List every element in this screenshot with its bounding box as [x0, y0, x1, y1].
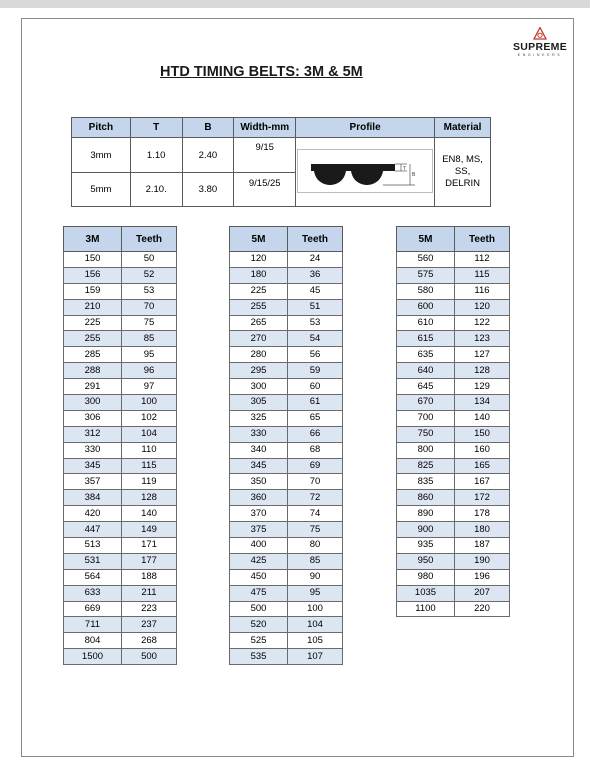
table-row [230, 331, 343, 347]
teeth-count-cell: 24 [288, 252, 343, 268]
spec-table [71, 117, 491, 207]
logo-tagline: ENGINEERS [517, 53, 563, 57]
table-row [397, 267, 510, 283]
teeth-count-cell: 128 [455, 363, 510, 379]
belt-length-cell: 357 [64, 474, 122, 490]
belt-length-cell: 285 [64, 347, 122, 363]
column-header-teeth: Teeth [122, 227, 177, 252]
belt-length-cell: 645 [397, 379, 455, 395]
teeth-count-cell: 167 [455, 474, 510, 490]
belt-length-cell: 800 [397, 442, 455, 458]
table-row [64, 426, 177, 442]
teeth-count-cell: 74 [288, 506, 343, 522]
belt-length-cell: 513 [64, 538, 122, 554]
table-row [397, 506, 510, 522]
belt-length-cell: 420 [64, 506, 122, 522]
table-row [230, 617, 343, 633]
teeth-count-cell: 500 [122, 649, 177, 665]
table-row [397, 426, 510, 442]
teeth-count-cell: 122 [455, 315, 510, 331]
teeth-count-cell: 53 [288, 315, 343, 331]
table-row [230, 252, 343, 268]
table-row [64, 633, 177, 649]
belt-length-cell: 345 [230, 458, 288, 474]
belt-table-5m-a [229, 226, 343, 665]
teeth-count-cell: 70 [122, 299, 177, 315]
belt-length-cell: 520 [230, 617, 288, 633]
table-row [64, 347, 177, 363]
belt-length-cell: 300 [64, 395, 122, 411]
table-row [230, 569, 343, 585]
table-row [230, 490, 343, 506]
belt-length-cell: 120 [230, 252, 288, 268]
table-row [230, 474, 343, 490]
belt-length-cell: 900 [397, 522, 455, 538]
belt-length-cell: 425 [230, 553, 288, 569]
belt-length-cell: 295 [230, 363, 288, 379]
belt-length-cell: 1035 [397, 585, 455, 601]
belt-length-cell: 535 [230, 649, 288, 665]
table-row [397, 522, 510, 538]
belt-length-cell: 610 [397, 315, 455, 331]
belt-length-cell: 700 [397, 410, 455, 426]
spec-cell-t: 2.10. [130, 173, 182, 207]
table-row [397, 585, 510, 601]
table-row [397, 458, 510, 474]
belt-length-cell: 300 [230, 379, 288, 395]
belt-length-cell: 835 [397, 474, 455, 490]
teeth-count-cell: 61 [288, 395, 343, 411]
belt-length-cell: 306 [64, 410, 122, 426]
spec-cell-t: 1.10 [130, 138, 182, 173]
teeth-count-cell: 36 [288, 267, 343, 283]
teeth-count-cell: 75 [122, 315, 177, 331]
teeth-count-cell: 237 [122, 617, 177, 633]
teeth-count-cell: 134 [455, 395, 510, 411]
teeth-count-cell: 188 [122, 569, 177, 585]
table-row [397, 601, 510, 617]
belt-length-cell: 447 [64, 522, 122, 538]
belt-table-3m [63, 226, 177, 665]
table-row [230, 442, 343, 458]
spec-header-material: Material [435, 118, 491, 138]
teeth-count-cell: 60 [288, 379, 343, 395]
belt-profile-diagram [297, 149, 433, 193]
teeth-count-cell: 104 [122, 426, 177, 442]
table-row [64, 601, 177, 617]
table-row [397, 490, 510, 506]
belt-length-cell: 525 [230, 633, 288, 649]
table-row [230, 458, 343, 474]
table-row [64, 458, 177, 474]
table-row [397, 442, 510, 458]
belt-length-cell: 360 [230, 490, 288, 506]
teeth-count-cell: 220 [455, 601, 510, 617]
belt-length-cell: 375 [230, 522, 288, 538]
belt-table-5m-b [396, 226, 510, 617]
teeth-count-cell: 120 [455, 299, 510, 315]
profile-t-label: T [403, 165, 407, 172]
table-row [397, 331, 510, 347]
spec-cell-width: 9/15 [234, 138, 296, 173]
belt-length-cell: 640 [397, 363, 455, 379]
table-row [64, 442, 177, 458]
table-row [230, 585, 343, 601]
table-row [397, 395, 510, 411]
teeth-count-cell: 180 [455, 522, 510, 538]
table-row [397, 553, 510, 569]
spec-header-width: Width-mm [234, 118, 296, 138]
logo-emblem-icon [533, 27, 547, 40]
teeth-count-cell: 149 [122, 522, 177, 538]
teeth-count-cell: 123 [455, 331, 510, 347]
logo-name: SUPREME [512, 41, 568, 53]
teeth-count-cell: 128 [122, 490, 177, 506]
belt-length-cell: 291 [64, 379, 122, 395]
spec-cell-b: 2.40 [182, 138, 234, 173]
table-row [230, 601, 343, 617]
material-line: SS, [454, 166, 471, 177]
teeth-count-cell: 51 [288, 299, 343, 315]
belt-length-cell: 384 [64, 490, 122, 506]
table-row [64, 267, 177, 283]
teeth-count-cell: 50 [122, 252, 177, 268]
teeth-count-cell: 66 [288, 426, 343, 442]
belt-length-cell: 825 [397, 458, 455, 474]
table-row [64, 474, 177, 490]
table-row [64, 506, 177, 522]
spec-cell-profile [296, 138, 435, 207]
belt-length-cell: 156 [64, 267, 122, 283]
teeth-count-cell: 53 [122, 283, 177, 299]
teeth-count-cell: 268 [122, 633, 177, 649]
table-row [64, 538, 177, 554]
material-line: DELRIN [445, 178, 480, 189]
belt-length-cell: 450 [230, 569, 288, 585]
teeth-count-cell: 54 [288, 331, 343, 347]
teeth-count-cell: 140 [122, 506, 177, 522]
belt-length-cell: 669 [64, 601, 122, 617]
teeth-count-cell: 115 [455, 267, 510, 283]
teeth-count-cell: 119 [122, 474, 177, 490]
belt-length-cell: 500 [230, 601, 288, 617]
table-row [230, 379, 343, 395]
teeth-count-cell: 97 [122, 379, 177, 395]
company-logo [505, 27, 575, 67]
teeth-count-cell: 70 [288, 474, 343, 490]
table-row [397, 315, 510, 331]
belt-length-cell: 950 [397, 553, 455, 569]
belt-length-cell: 633 [64, 585, 122, 601]
table-row [397, 363, 510, 379]
teeth-count-cell: 85 [288, 553, 343, 569]
belt-length-cell: 560 [397, 252, 455, 268]
belt-length-cell: 280 [230, 347, 288, 363]
spec-cell-pitch: 3mm [72, 138, 131, 173]
spec-cell-material [435, 138, 491, 207]
belt-length-cell: 980 [397, 569, 455, 585]
column-header-teeth: Teeth [455, 227, 510, 252]
teeth-count-cell: 211 [122, 585, 177, 601]
column-header-teeth: Teeth [288, 227, 343, 252]
column-header-length: 5M [397, 227, 455, 252]
teeth-count-cell: 102 [122, 410, 177, 426]
teeth-count-cell: 160 [455, 442, 510, 458]
teeth-count-cell: 187 [455, 538, 510, 554]
spec-header-b: B [182, 118, 234, 138]
belt-length-cell: 1100 [397, 601, 455, 617]
table-row [230, 410, 343, 426]
table-row [397, 379, 510, 395]
teeth-count-cell: 112 [455, 252, 510, 268]
table-row [397, 299, 510, 315]
table-row [64, 410, 177, 426]
table-row [230, 395, 343, 411]
teeth-count-cell: 45 [288, 283, 343, 299]
teeth-count-cell: 150 [455, 426, 510, 442]
teeth-count-cell: 172 [455, 490, 510, 506]
belt-length-cell: 180 [230, 267, 288, 283]
belt-length-cell: 270 [230, 331, 288, 347]
belt-length-cell: 305 [230, 395, 288, 411]
teeth-count-cell: 65 [288, 410, 343, 426]
table-row [64, 649, 177, 665]
belt-length-cell: 670 [397, 395, 455, 411]
table-row [64, 299, 177, 315]
teeth-count-cell: 80 [288, 538, 343, 554]
belt-length-cell: 804 [64, 633, 122, 649]
belt-length-cell: 288 [64, 363, 122, 379]
table-row [64, 522, 177, 538]
teeth-count-cell: 105 [288, 633, 343, 649]
material-line: EN8, MS, [442, 154, 483, 165]
teeth-count-cell: 110 [122, 442, 177, 458]
spec-cell-b: 3.80 [182, 173, 234, 207]
teeth-count-cell: 107 [288, 649, 343, 665]
table-row [230, 299, 343, 315]
belt-length-cell: 350 [230, 474, 288, 490]
belt-length-cell: 575 [397, 267, 455, 283]
belt-length-cell: 255 [64, 331, 122, 347]
belt-length-cell: 312 [64, 426, 122, 442]
table-row [64, 379, 177, 395]
teeth-count-cell: 69 [288, 458, 343, 474]
table-row [230, 522, 343, 538]
table-row [64, 617, 177, 633]
column-header-length: 5M [230, 227, 288, 252]
teeth-count-cell: 68 [288, 442, 343, 458]
belt-length-cell: 330 [64, 442, 122, 458]
spec-cell-pitch: 5mm [72, 173, 131, 207]
table-row [397, 410, 510, 426]
profile-b-label: B [412, 171, 416, 178]
table-row [64, 331, 177, 347]
belt-length-cell: 711 [64, 617, 122, 633]
table-row [64, 569, 177, 585]
table-row [64, 363, 177, 379]
spec-header-profile: Profile [296, 118, 435, 138]
table-row [397, 252, 510, 268]
belt-length-cell: 210 [64, 299, 122, 315]
belt-length-cell: 475 [230, 585, 288, 601]
teeth-count-cell: 165 [455, 458, 510, 474]
belt-length-cell: 750 [397, 426, 455, 442]
table-row [230, 347, 343, 363]
teeth-count-cell: 116 [455, 283, 510, 299]
table-row [230, 553, 343, 569]
belt-length-cell: 265 [230, 315, 288, 331]
teeth-count-cell: 127 [455, 347, 510, 363]
teeth-count-cell: 96 [122, 363, 177, 379]
belt-length-cell: 255 [230, 299, 288, 315]
belt-length-cell: 330 [230, 426, 288, 442]
belt-length-cell: 370 [230, 506, 288, 522]
spec-header-pitch: Pitch [72, 118, 131, 138]
spec-header-t: T [130, 118, 182, 138]
column-header-length: 3M [64, 227, 122, 252]
teeth-count-cell: 52 [122, 267, 177, 283]
table-row [64, 395, 177, 411]
teeth-count-cell: 104 [288, 617, 343, 633]
table-row [230, 506, 343, 522]
table-row [230, 426, 343, 442]
teeth-count-cell: 196 [455, 569, 510, 585]
table-row [64, 490, 177, 506]
table-row [397, 569, 510, 585]
teeth-count-cell: 100 [122, 395, 177, 411]
page-title: HTD TIMING BELTS: 3M & 5M [160, 64, 363, 80]
teeth-count-cell: 190 [455, 553, 510, 569]
teeth-count-cell: 95 [122, 347, 177, 363]
belt-length-cell: 325 [230, 410, 288, 426]
belt-length-cell: 580 [397, 283, 455, 299]
table-row [230, 538, 343, 554]
table-row [230, 633, 343, 649]
teeth-count-cell: 129 [455, 379, 510, 395]
table-row [230, 315, 343, 331]
table-row [397, 538, 510, 554]
belt-length-cell: 340 [230, 442, 288, 458]
teeth-count-cell: 207 [455, 585, 510, 601]
teeth-count-cell: 95 [288, 585, 343, 601]
teeth-count-cell: 75 [288, 522, 343, 538]
belt-length-cell: 159 [64, 283, 122, 299]
belt-length-cell: 890 [397, 506, 455, 522]
belt-length-cell: 225 [64, 315, 122, 331]
table-row [64, 252, 177, 268]
teeth-count-cell: 59 [288, 363, 343, 379]
top-bar [0, 0, 590, 8]
belt-length-cell: 615 [397, 331, 455, 347]
belt-length-cell: 935 [397, 538, 455, 554]
teeth-count-cell: 223 [122, 601, 177, 617]
table-row [397, 347, 510, 363]
table-row [64, 283, 177, 299]
belt-length-cell: 564 [64, 569, 122, 585]
teeth-count-cell: 177 [122, 553, 177, 569]
teeth-count-cell: 115 [122, 458, 177, 474]
table-row [64, 585, 177, 601]
table-row [397, 474, 510, 490]
belt-length-cell: 600 [397, 299, 455, 315]
spec-cell-width: 9/15/25 [234, 173, 296, 207]
teeth-count-cell: 178 [455, 506, 510, 522]
table-row [230, 363, 343, 379]
belt-length-cell: 225 [230, 283, 288, 299]
table-row [64, 315, 177, 331]
table-row [230, 283, 343, 299]
teeth-count-cell: 100 [288, 601, 343, 617]
belt-length-cell: 531 [64, 553, 122, 569]
teeth-count-cell: 85 [122, 331, 177, 347]
table-row [230, 649, 343, 665]
teeth-count-cell: 90 [288, 569, 343, 585]
belt-length-cell: 150 [64, 252, 122, 268]
belt-length-cell: 345 [64, 458, 122, 474]
belt-length-cell: 635 [397, 347, 455, 363]
teeth-count-cell: 72 [288, 490, 343, 506]
table-row [64, 553, 177, 569]
table-row [230, 267, 343, 283]
teeth-count-cell: 56 [288, 347, 343, 363]
belt-length-cell: 860 [397, 490, 455, 506]
table-row [397, 283, 510, 299]
teeth-count-cell: 140 [455, 410, 510, 426]
teeth-count-cell: 171 [122, 538, 177, 554]
belt-length-cell: 1500 [64, 649, 122, 665]
belt-length-cell: 400 [230, 538, 288, 554]
